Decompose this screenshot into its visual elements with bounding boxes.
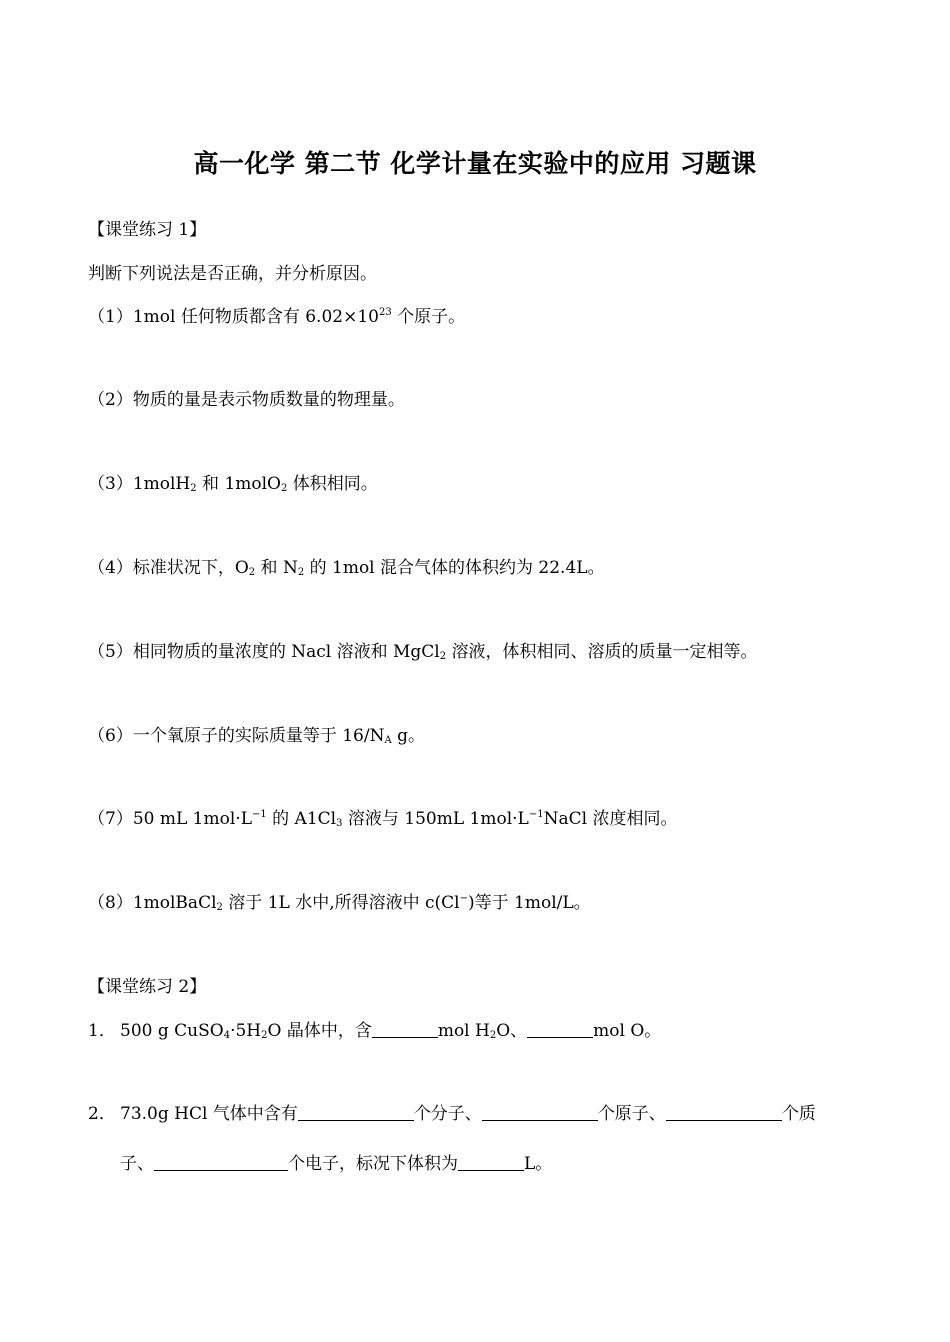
problem-text: 个质 bbox=[781, 1104, 816, 1124]
question-text: 1molBaCl bbox=[132, 893, 217, 913]
question-text: 一个氧原子的实际质量等于 16/N bbox=[132, 726, 385, 746]
problem-number: 2． bbox=[88, 1104, 116, 1124]
problem-text: 73.0g HCl 气体中含有 bbox=[120, 1104, 298, 1124]
question-1 bbox=[88, 305, 465, 329]
question-text: 和 N bbox=[255, 558, 298, 578]
subscript: 2 bbox=[489, 1030, 497, 1041]
answer-blank[interactable] bbox=[666, 1103, 782, 1121]
question-4 bbox=[88, 556, 605, 580]
problem-text: 子、 bbox=[120, 1154, 154, 1174]
problem-text: 个电子，标况下体积为 bbox=[288, 1154, 458, 1174]
problem-text: ·5H bbox=[230, 1021, 262, 1041]
page-title: 高一化学 第二节 化学计量在实验中的应用 习题课 bbox=[193, 149, 757, 178]
question-3 bbox=[88, 472, 378, 496]
question-5 bbox=[88, 640, 758, 664]
subscript: 4 bbox=[223, 1030, 231, 1041]
problem-text: 个分子、 bbox=[413, 1104, 482, 1124]
answer-blank[interactable] bbox=[372, 1020, 438, 1038]
question-text: 标准状况下，O bbox=[132, 558, 249, 578]
question-text: )等于 1mol/L。 bbox=[468, 893, 591, 913]
problem-number: 1． bbox=[88, 1021, 116, 1041]
section1-intro: 判断下列说法是否正确，并分析原因。 bbox=[88, 264, 377, 284]
question-text: 物质的量是表示物质数量的物理量。 bbox=[132, 390, 405, 410]
superscript: −1 bbox=[251, 809, 267, 820]
subscript: 2 bbox=[297, 567, 305, 578]
question-number: （2） bbox=[88, 390, 133, 410]
problem-text: O、 bbox=[496, 1021, 528, 1041]
question-number: （7） bbox=[88, 809, 133, 829]
subscript: 2 bbox=[439, 651, 447, 662]
problem-text: O 晶体中，含 bbox=[267, 1021, 372, 1041]
question-2 bbox=[88, 388, 405, 412]
question-number: （3） bbox=[88, 474, 133, 494]
superscript: − bbox=[459, 893, 469, 904]
problem-text: mol H bbox=[437, 1021, 490, 1041]
subscript: A bbox=[384, 735, 392, 746]
question-text: 1molH bbox=[132, 474, 191, 494]
question-text: 和 1molO bbox=[196, 474, 281, 494]
problem-text: 500 g CuSO bbox=[120, 1021, 224, 1041]
subscript: 2 bbox=[216, 902, 223, 913]
problem-2-continued bbox=[120, 1152, 552, 1176]
superscript: −1 bbox=[528, 809, 544, 820]
answer-blank[interactable] bbox=[527, 1020, 593, 1038]
problem-1 bbox=[88, 1019, 661, 1043]
question-text: 溶液与 150mL 1mol·L bbox=[342, 809, 529, 829]
question-number: （1） bbox=[88, 307, 133, 327]
answer-blank[interactable] bbox=[458, 1153, 524, 1171]
subscript: 2 bbox=[248, 567, 256, 578]
question-text: 溶于 1L 水中,所得溶液中 c(Cl bbox=[222, 893, 460, 913]
answer-blank[interactable] bbox=[482, 1103, 598, 1121]
subscript: 2 bbox=[281, 483, 288, 494]
problem-text: mol O。 bbox=[593, 1021, 662, 1041]
question-text: 个原子。 bbox=[391, 307, 466, 327]
question-text: 1mol 任何物质都含有 6.02×10 bbox=[132, 307, 379, 327]
problem-text: 个原子、 bbox=[597, 1104, 666, 1124]
question-text: 50 mL 1mol·L bbox=[132, 809, 252, 829]
question-text: 的 1mol 混合气体的体积约为 22.4L。 bbox=[304, 558, 605, 578]
subscript: 3 bbox=[336, 818, 343, 829]
problem-text: L。 bbox=[524, 1154, 553, 1174]
answer-blank[interactable] bbox=[154, 1153, 288, 1171]
question-text: 体积相同。 bbox=[287, 474, 378, 494]
question-number: （5） bbox=[88, 642, 133, 662]
question-text: 的 A1Cl bbox=[266, 809, 337, 829]
section1-header: 【课堂练习 1】 bbox=[88, 220, 207, 240]
question-7 bbox=[88, 807, 677, 831]
question-number: （4） bbox=[88, 558, 133, 578]
subscript: 2 bbox=[261, 1030, 268, 1041]
question-text: 相同物质的量浓度的 Nacl 溶液和 MgCl bbox=[132, 642, 440, 662]
problem-2 bbox=[88, 1102, 816, 1126]
superscript: 23 bbox=[378, 307, 392, 318]
question-6 bbox=[88, 724, 425, 748]
section2-header: 【课堂练习 2】 bbox=[88, 977, 207, 997]
question-text: g。 bbox=[391, 726, 425, 746]
subscript: 2 bbox=[190, 483, 197, 494]
answer-blank[interactable] bbox=[298, 1103, 414, 1121]
question-text: NaCl 浓度相同。 bbox=[543, 809, 678, 829]
question-text: 溶液，体积相同、溶质的质量一定相等。 bbox=[446, 642, 758, 662]
question-number: （6） bbox=[88, 726, 133, 746]
question-8 bbox=[88, 891, 591, 915]
question-number: （8） bbox=[88, 893, 133, 913]
